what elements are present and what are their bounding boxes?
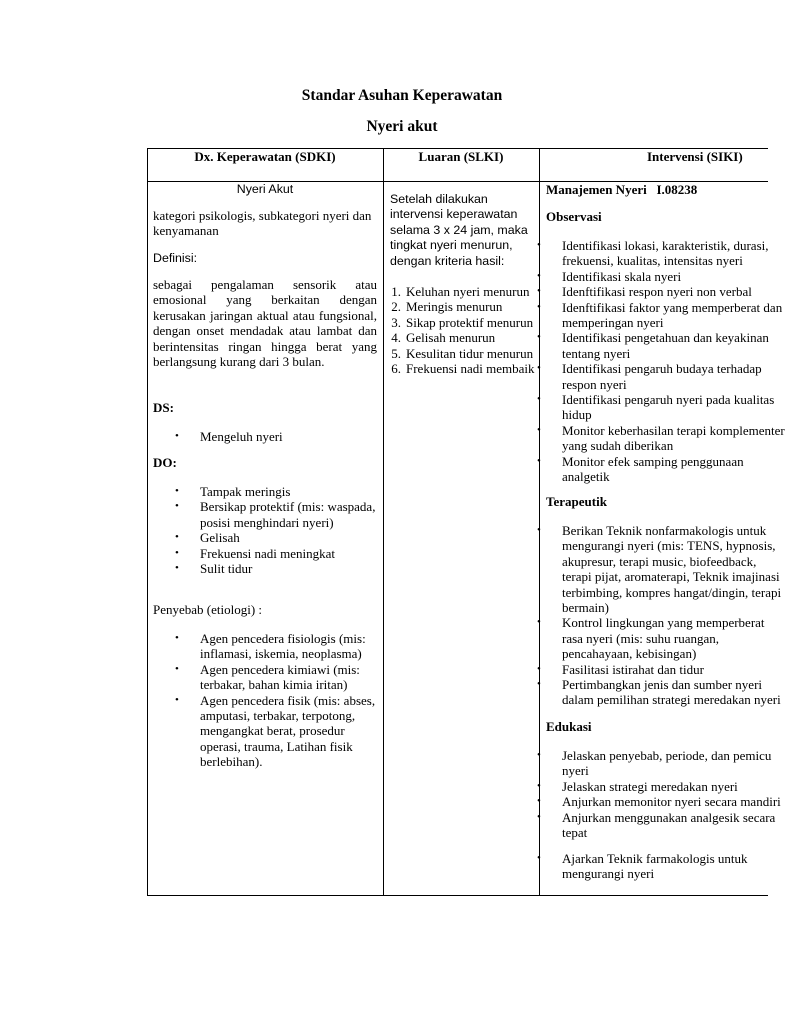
list-item-line: memperingan nyeri (562, 315, 664, 331)
bullet-icon: • (537, 678, 541, 691)
list-item-line: Identifikasi pengaruh nyeri pada kualitas (562, 392, 775, 408)
list-item: • Frekuensi nadi meningkat (175, 545, 336, 561)
bullet-icon: • (537, 331, 541, 344)
list-item-line: tepat (562, 825, 588, 841)
list-item-line: Idenftifikasi respon nyeri non verbal (562, 284, 752, 300)
list-item (537, 238, 785, 269)
list-item-line: akupresur, terapi music, biofeedback, (562, 553, 757, 569)
list-item (537, 778, 781, 794)
list-item-line: Identifikasi skala nyeri (562, 268, 682, 284)
bullet-icon: • (175, 531, 179, 544)
bullet-icon: • (537, 616, 541, 629)
list-item (537, 284, 785, 300)
bullet-icon: • (537, 285, 541, 298)
list-item-line: Kontrol lingkungan yang memperberat (562, 615, 765, 631)
do-list (175, 484, 378, 577)
bullet-icon: • (537, 524, 541, 536)
list-item (537, 299, 785, 331)
list-item-line: Anjurkan memonitor nyeri secara mandiri (562, 794, 781, 810)
list-item: • Gelisah (175, 530, 240, 546)
bullet-icon: • (175, 546, 179, 559)
list-item (537, 794, 781, 810)
do-label: DO: (153, 455, 177, 470)
bullet-icon: • (537, 749, 541, 761)
list-item (537, 268, 785, 284)
list-item: 1. Keluhan nyeri menurun (391, 284, 530, 299)
list-item-line: rasa nyeri (mis: suhu ruangan, (562, 630, 720, 646)
list-item-line: mengurangi nyeri (562, 866, 655, 882)
list-item-line: Fasilitasi istirahat dan tidur (562, 661, 704, 677)
intervention-heading: Manajemen Nyeri I.08238 (546, 182, 698, 197)
bullet-icon: • (175, 632, 179, 644)
bullet-icon: • (175, 562, 179, 575)
bullet-icon: • (537, 852, 541, 864)
bullet-icon: • (537, 795, 541, 808)
bullet-icon: • (537, 810, 541, 823)
siki-column (537, 182, 785, 894)
extra-intervention-list (537, 851, 748, 882)
education-label: Edukasi (546, 719, 592, 734)
therapeutic-label: Terapeutik (546, 494, 607, 509)
list-item (537, 392, 785, 423)
table-bottom-border (147, 895, 768, 896)
header-siki: Intervensi (SIKI) (647, 149, 743, 164)
bullet-icon: • (537, 423, 541, 436)
list-item-line: yang sudah diberikan (562, 438, 674, 454)
ds-list (175, 429, 380, 444)
list-item-line: Identifikasi pengetahuan dan keyakinan (562, 330, 769, 346)
list-item (537, 677, 781, 708)
list-item: 4. Gelisah menurun (391, 330, 496, 346)
diagnosis-category: kategori psikologis, subkategori nyeri dan kenyamanan (153, 208, 372, 239)
bullet-icon: • (175, 485, 179, 497)
list-item: 6. Frekuensi nadi membaik (391, 361, 535, 377)
bullet-icon: • (175, 430, 179, 442)
document-title: Standar Asuhan Keperawatan (301, 87, 503, 104)
bullet-icon: • (175, 500, 179, 513)
list-item-line: Identifikasi lokasi, karakteristik, durasi, (562, 238, 769, 253)
header-sdki: Dx. Keperawatan (SDKI) (194, 149, 336, 164)
header-slki: Luaran (SLKI) (418, 149, 504, 164)
bullet-icon: • (175, 662, 179, 675)
list-item: 2. Meringis menurun (391, 299, 503, 315)
bullet-icon: • (537, 300, 541, 313)
bullet-icon: • (537, 362, 541, 375)
list-item: • Mengeluh nyeri (175, 429, 283, 444)
list-item-line: Monitor keberhasilan terapi komplementer (562, 422, 785, 438)
list-item-line: terbimbing, kompres hangat/dingin, terapi (562, 584, 782, 600)
list-item (537, 615, 781, 662)
list-item-line: Ajarkan Teknik farmakologis untuk (562, 851, 748, 866)
bullet-icon: • (537, 239, 541, 251)
document-subtitle: Nyeri akut (366, 118, 438, 135)
list-item (537, 748, 781, 779)
list-item-line: Berikan Teknik nonfarmakologis untuk (562, 523, 767, 538)
observation-label: Observasi (546, 209, 602, 224)
list-item-line: Anjurkan menggunakan analgesik secara (562, 809, 776, 825)
outcome-criteria-list (391, 284, 536, 377)
bullet-icon: • (537, 454, 541, 467)
list-item-line: frekuensi, kualitas, intensitas nyeri (562, 253, 743, 269)
bullet-icon: • (537, 393, 541, 406)
list-item (537, 361, 785, 392)
list-item-line: Idenftifikasi faktor yang memperberat dan (562, 299, 783, 315)
list-item-line: hidup (562, 407, 592, 423)
bullet-icon: • (537, 662, 541, 675)
list-item: 5. Kesulitan tidur menurun (391, 345, 534, 361)
education-list (537, 748, 781, 841)
list-item-line: analgetik (562, 469, 610, 485)
list-item-line: nyeri (562, 763, 589, 779)
list-item (537, 661, 781, 677)
definition-text: sebagai pengalaman sensorik atau emosional yang berkaitan dengan kerusakan jaringan aktual atau fungsional, dengan onset mendadak atau lambat dan berintensitas ringan hingga berat yang berlangsung kurang dari 3 bulan. (153, 277, 377, 370)
bullet-icon: • (175, 693, 179, 706)
list-item: • Bersikap protektif (mis: waspada, posisi menghindari nyeri) (175, 499, 376, 530)
list-item-line: Monitor efek samping penggunaan (562, 453, 744, 469)
table-left-border (147, 148, 148, 896)
list-item-line: Jelaskan penyebab, periode, dan pemicu (562, 748, 772, 763)
bullet-icon: • (537, 269, 541, 282)
column-divider-1 (383, 148, 384, 896)
list-item (537, 809, 781, 841)
list-item-line: pencahayaan, kebisingan) (562, 646, 697, 662)
list-item: • Agen pencedera fisik (mis: abses, amputasi, terbakar, terpotong, mengangkat berat, prosedur operasi, trauma, Latihan fisik berlebihan). (175, 692, 376, 770)
list-item-line: mengurangi nyeri (mis: TENS, hypnosis, (562, 538, 776, 554)
therapeutic-list (537, 523, 782, 708)
list-item-line: Identifikasi pengaruh budaya terhadap (562, 361, 762, 377)
list-item: • Agen pencedera fisiologis (mis: inflamasi, iskemia, neoplasma) (175, 631, 366, 662)
outcome-intro: Setelah dilakukan intervensi keperawatan selama 3 x 24 jam, maka tingkat nyeri menurun, dengan kriteria hasil: (390, 192, 528, 268)
list-item-line: terapi pijat, aromaterapi, Teknik imajinasi (562, 569, 780, 585)
observation-list (537, 238, 785, 485)
list-item (537, 523, 782, 616)
list-item (537, 453, 785, 485)
list-item (537, 330, 785, 361)
list-item (537, 851, 748, 882)
definition-label: Definisi: (153, 251, 198, 265)
list-item: • Agen pencedera kimiawi (mis: terbakar, bahan kimia iritan) (175, 661, 360, 693)
list-item: • Tampak meringis (175, 484, 291, 499)
cause-label: Penyebab (etiologi) : (153, 602, 263, 617)
list-item-line: respon nyeri (562, 376, 627, 392)
diagnosis-name: Nyeri Akut (236, 182, 294, 196)
list-item: 3. Sikap protektif menurun (391, 314, 534, 330)
list-item-line: Pertimbangkan jenis dan sumber nyeri (562, 677, 763, 693)
list-item-line: bermain) (562, 600, 609, 616)
ds-label: DS: (153, 400, 174, 415)
list-item-line: tentang nyeri (562, 345, 631, 361)
list-item: • Sulit tidur (175, 561, 253, 577)
list-item-line: dalam pemilihan strategi meredakan nyeri (562, 692, 781, 708)
list-item-line: Jelaskan strategi meredakan nyeri (562, 778, 738, 794)
cause-list (175, 631, 378, 770)
bullet-icon: • (537, 779, 541, 792)
list-item (537, 422, 785, 454)
